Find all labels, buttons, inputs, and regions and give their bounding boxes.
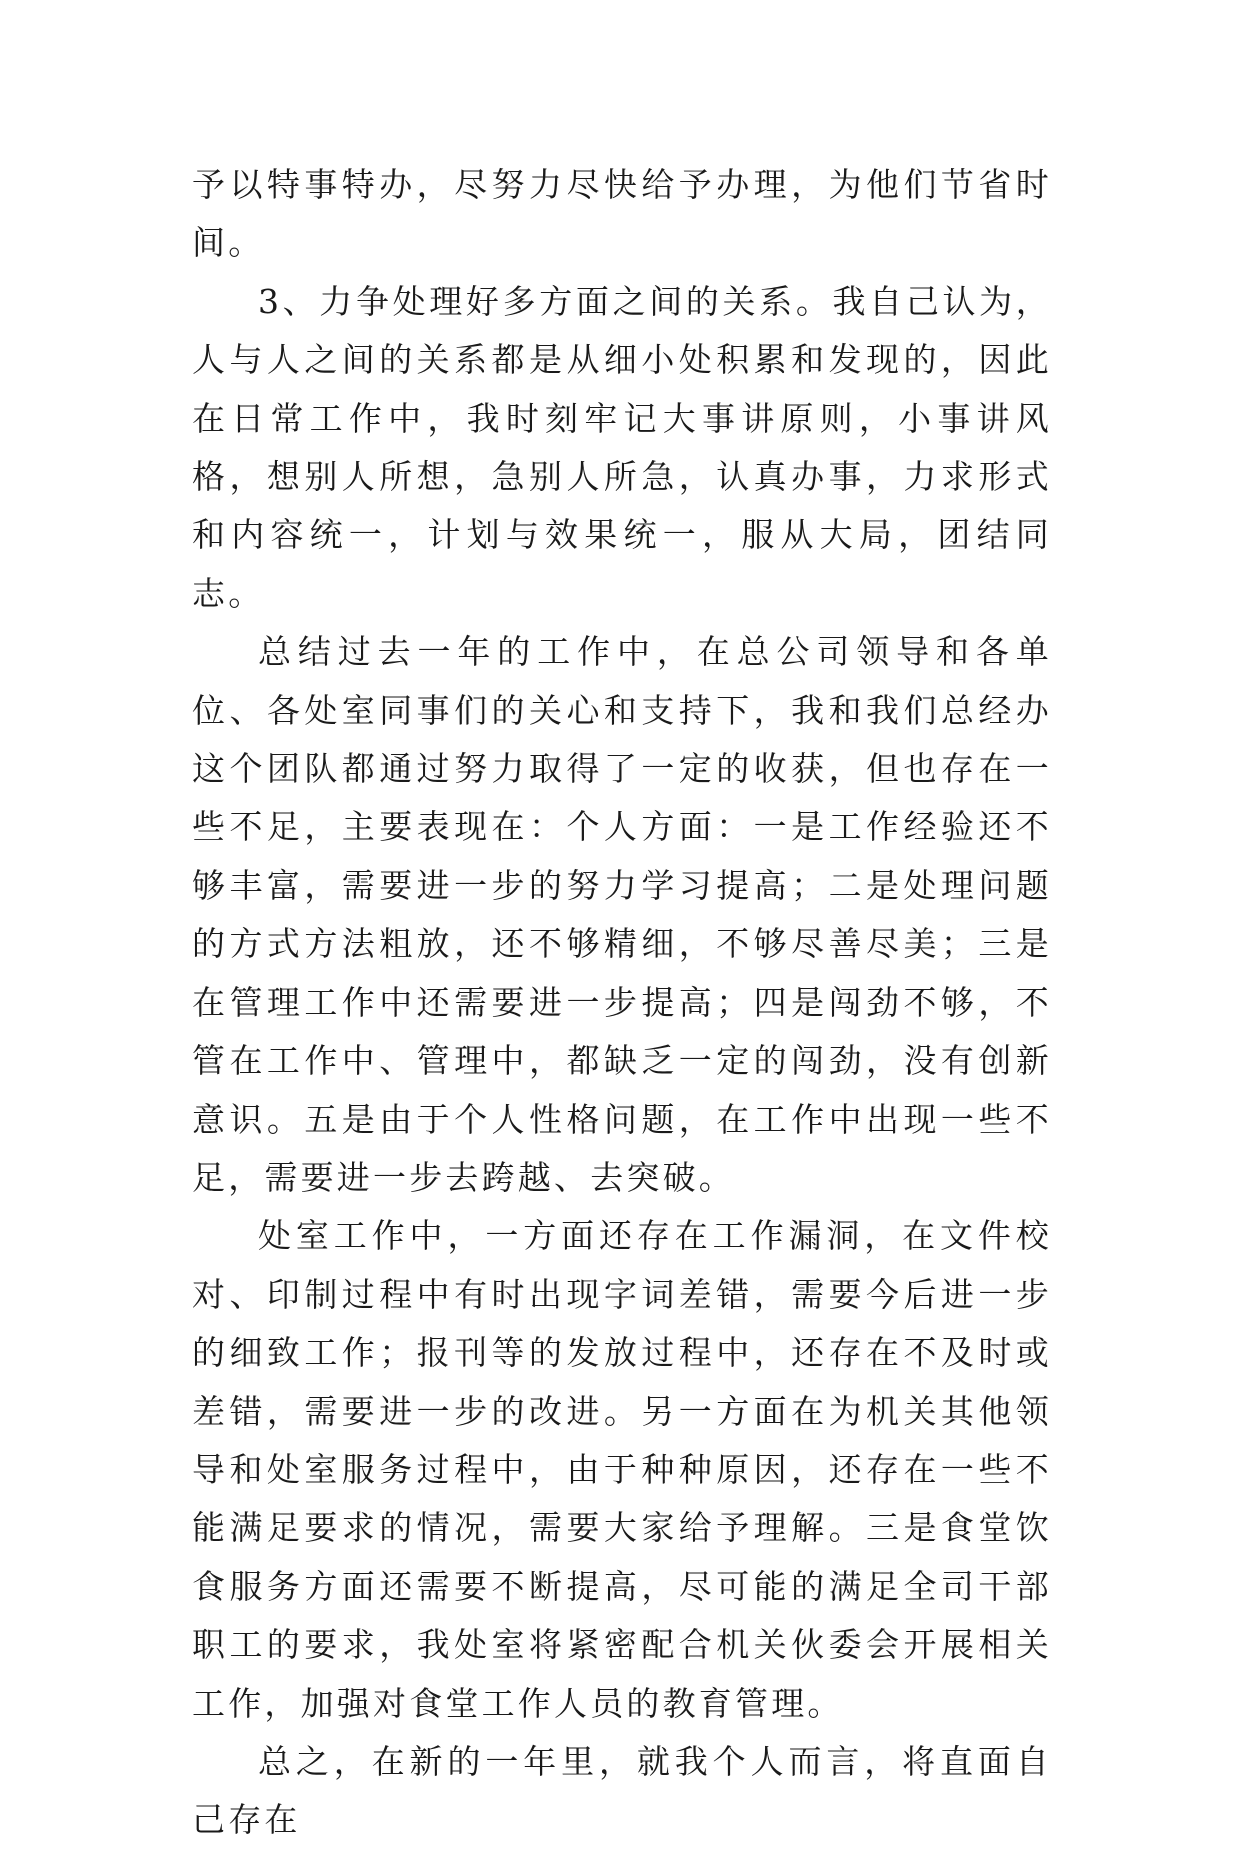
paragraph-4: 处室工作中，一方面还存在工作漏洞，在文件校对、印制过程中有时出现字词差错，需要今后进一步的细致工作；报刊等的发放过程中，还存在不及时或差错，需要进一步的改进。另一方面在为机关其他领导和处室服务过程中，由于种种原因，还存在一些不能满足要求的情况，需要大家给予理解。三是食堂饮食服务方面还需要不断提高，尽可能的满足全司干部职工的要求，我处室将紧密配合机关伙委会开展相关工作，加强对食堂工作人员的教育管理。 xyxy=(192,1216,1052,1723)
paragraph-1: 予以特事特办，尽努力尽快给予办理，为他们节省时间。 xyxy=(192,165,1052,263)
paragraph-2: 3、力争处理好多方面之间的关系。我自己认为，人与人之间的关系都是从细小处积累和发现的，因此在日常工作中，我时刻牢记大事讲原则，小事讲风格，想别人所想，急别人所急，认真办事，力求形式和内容统一，计划与效果统一，服从大局，团结同志。 xyxy=(192,281,1052,613)
paragraph-3: 总结过去一年的工作中，在总公司领导和各单位、各处室同事们的关心和支持下，我和我们总经办这个团队都通过努力取得了一定的收获，但也存在一些不足，主要表现在：个人方面：一是工作经验还不够丰富，需要进一步的努力学习提高；二是处理问题的方式方法粗放，还不够精细，不够尽善尽美；三是在管理工作中还需要进一步提高；四是闯劲不够，不管在工作中、管理中，都缺乏一定的闯劲，没有创新意识。五是由于个人性格问题，在工作中出现一些不足，需要进一步去跨越、去突破。 xyxy=(192,632,1052,1197)
body-text xyxy=(192,156,1052,1850)
paragraph-5: 总之，在新的一年里，就我个人而言，将直面自己存在 xyxy=(192,1741,1052,1840)
